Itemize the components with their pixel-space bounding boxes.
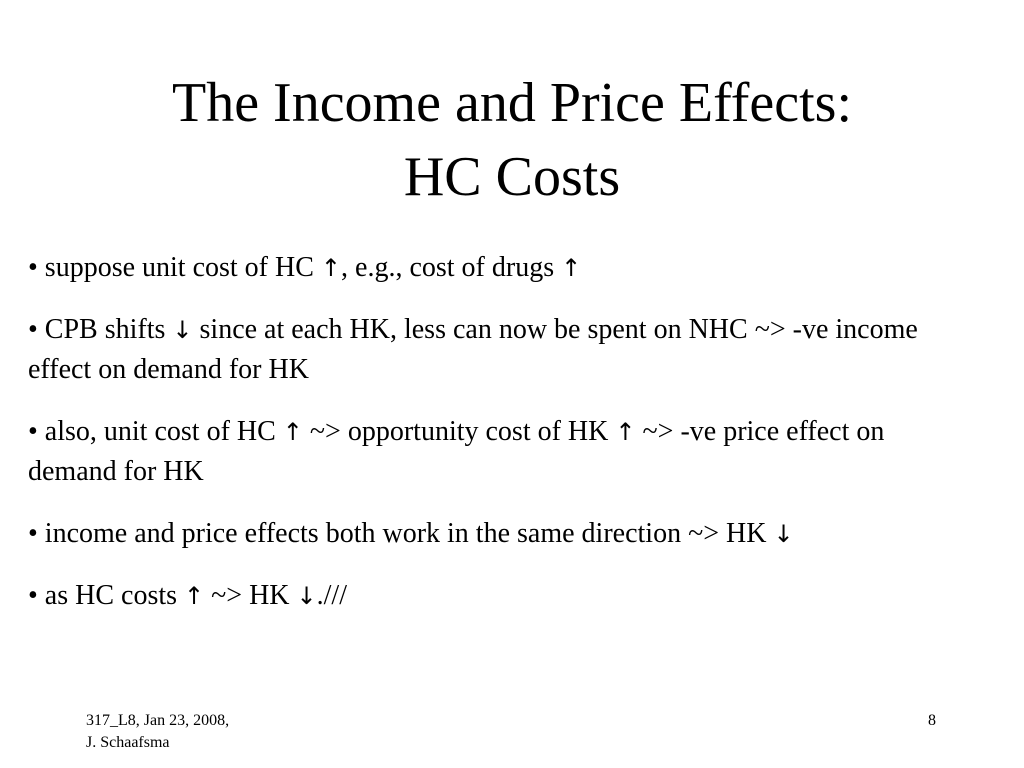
bullet-text: , e.g., cost of drugs (341, 252, 562, 283)
arrow-up-icon: ↑ (561, 254, 582, 282)
bullet-text: • suppose unit cost of HC (28, 252, 321, 283)
arrow-up-icon: ↑ (320, 254, 342, 282)
bullet-text: ~> HK (204, 580, 297, 611)
bullet-text: • also, unit cost of HC (28, 416, 283, 447)
bullet-text: ./// (316, 580, 347, 611)
bullet-item-5 (28, 576, 978, 616)
bullet-item-1 (28, 248, 978, 288)
footer-line-1: 317_L8, Jan 23, 2008, (86, 712, 230, 729)
slide-title-line-2: HC Costs (403, 146, 621, 208)
bullet-text: • income and price effects both work in the same direction ~> HK (28, 518, 774, 549)
bullet-item-4 (28, 514, 978, 554)
arrow-up-icon: ↑ (615, 418, 636, 446)
page-number: 8 (928, 712, 936, 729)
slide-title (0, 66, 1024, 214)
slide-title-line-1: The Income and Price Effects: (171, 72, 852, 134)
bullet-text: • as HC costs (28, 580, 185, 611)
bullet-item-2 (28, 310, 978, 390)
arrow-up-icon: ↑ (184, 582, 205, 610)
arrow-down-icon: ↓ (172, 316, 193, 344)
arrow-up-icon: ↑ (282, 418, 303, 446)
slide-footer (86, 710, 229, 754)
bullet-text: ~> -ve price effect on demand for HK (28, 416, 885, 487)
bullet-list (28, 248, 978, 638)
arrow-down-icon: ↓ (773, 520, 794, 548)
arrow-down-icon: ↓ (296, 582, 317, 610)
footer-line-2: J. Schaafsma (86, 734, 170, 751)
bullet-text: • CPB shifts (28, 314, 173, 345)
bullet-item-3 (28, 412, 978, 492)
bullet-text: since at each HK, less can now be spent on NHC ~> -ve income effect on demand for HK (28, 314, 918, 385)
bullet-text: ~> opportunity cost of HK (302, 416, 616, 447)
